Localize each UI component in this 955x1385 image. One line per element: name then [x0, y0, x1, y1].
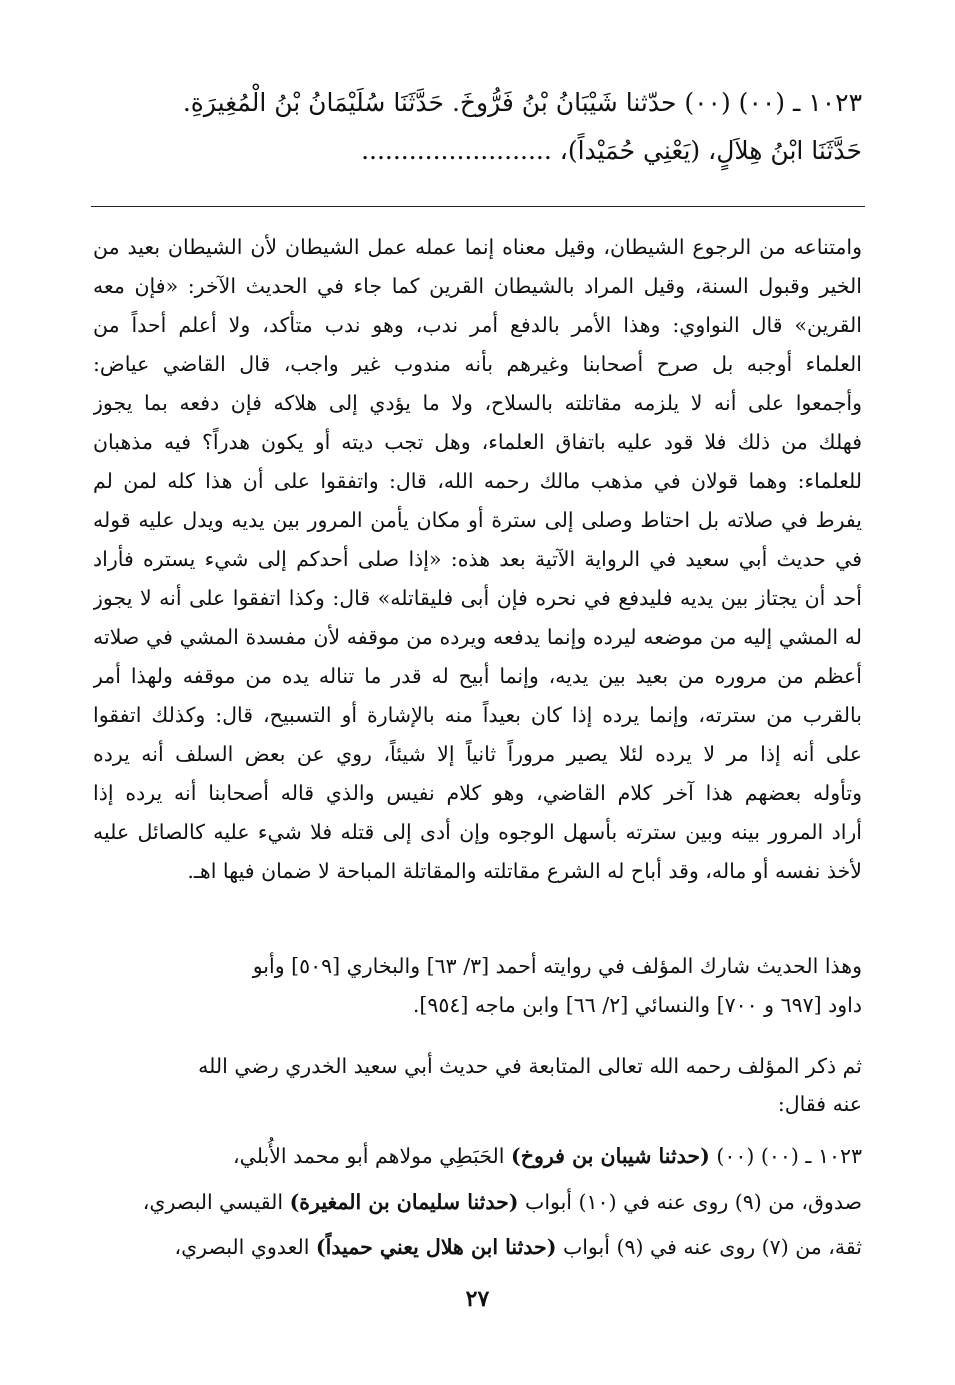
commentary-line: القرين» قال النواوي: وهذا الأمر بالدفع أمر ندب، وهو ندب متأكد، ولا أعلم أحداً من [93, 313, 862, 337]
hadith-line: ١٠٢٣ ـ (٠٠) (٠٠) حدّثنا شَيْبَانُ بْنُ فَرُّوخَ. حَدَّثَنَا سُلَيْمَانُ بْنُ الْمُغِيرَةِ. [182, 88, 862, 117]
commentary-line: لأخذ نفسه أو ماله، وقد أباح له الشرع مقاتلته والمقاتلة المباحة لا ضمان فيها اهـ. [187, 859, 862, 883]
commentary-line: له المشي إليه من موضعه ليرده وإنما يدفعه ويرده من موقفه لأن مفسدة المشي في صلاته [93, 625, 862, 649]
commentary-line: في حديث أبي سعيد في الرواية الآتية بعد هذه: «إذا صلى أحدكم إلى شيء يستره فأراد [93, 547, 862, 571]
commentary-line: بالقرب من سترته، وإنما يرده إذا كان بعيداً منه بالإشارة أو التسبيح، قال: وكذلك اتفقوا [93, 703, 862, 727]
narrator-line [93, 1227, 862, 1267]
narrator-line-prefix: ثقة، من (٧) روى عنه في (٩) أبواب [556, 1235, 862, 1259]
takhrij-line: وهذا الحديث شارك المؤلف في روايته أحمد [٣/ ٦٣] والبخاري [٥٠٩] وأبو [252, 954, 862, 978]
narrator-line [93, 1182, 862, 1222]
hadith-line: حَدَّثَنَا ابْنُ هِلاَلٍ، (يَعْنِي حُمَيْداً)، ........................ [361, 136, 862, 165]
commentary-line: الخير وقبول السنة، وقيل المراد بالشيطان القرين كما جاء في الحديث الآخر: «فإن معه [93, 274, 862, 298]
transition-line: ثم ذكر المؤلف رحمه الله تعالى المتابعة في حديث أبي سعيد الخدري رضي الله [198, 1054, 862, 1078]
narrator-quote: (حدثنا سليمان بن المغيرة) [289, 1190, 519, 1214]
commentary-line: وامتناعه من الرجوع الشيطان، وقيل معناه إنما عمله عمل الشيطان لأن الشيطان بعيد من [93, 235, 862, 259]
narrator-line-suffix: القيسي البصري، [142, 1190, 290, 1214]
narrator-quote: (حدثنا ابن هلال يعني حميداً) [315, 1235, 557, 1259]
transition-line: عنه فقال: [777, 1092, 862, 1116]
commentary-line: العلماء أوجبه بل صرح أصحابنا وغيرهم بأنه مندوب غير واجب، قال القاضي عياض: [93, 352, 862, 376]
commentary-line: يفرط في صلاته بل احتاط وصلى إلى سترة أو مكان يأمن المرور بين يديه ويدل عليه قوله [93, 508, 862, 532]
narrator-line-prefix: صدوق، من (٩) روى عنه في (١٠) أبواب [518, 1190, 862, 1214]
takhrij-line: داود [٦٩٧ و ٧٠٠] والنسائي [٢/ ٦٦] وابن ماجه [٩٥٤]. [412, 993, 862, 1017]
commentary-line: وأجمعوا على أنه لا يلزمه مقاتلته بالسلاح، ولا ما يؤدي إلى هلاكه فإن دفعه بما يجوز [93, 391, 862, 415]
commentary-line: أراد المرور بينه وبين سترته بأسهل الوجوه وإن أدى إلى قتله فلا شيء عليه كالصائل عليه [93, 820, 862, 844]
footnote-divider [91, 206, 865, 207]
narrator-line [93, 1136, 862, 1176]
page-number: ٢٧ [465, 1286, 490, 1312]
narrator-line-suffix: العدوي البصري، [174, 1235, 316, 1259]
commentary-line: وتأوله بعضهم هذا آخر كلام القاضي، وهو كلام نفيس والذي قاله أصحابنا أنه يرده إذا [93, 781, 862, 805]
commentary-line: أحد أن يجتاز بين يديه فليدفع في نحره فإن أبى فليقاتله» قال: وكذا اتفقوا على أنه لا يجوز [93, 586, 862, 610]
narrator-quote: (حدثنا شيبان بن فروخ) [511, 1144, 710, 1168]
commentary-line: على أنه إذا مر لا يرده لئلا يصير مروراً ثانياً إلا شيئاً، روي عن بعض السلف أنه يرده [93, 742, 862, 766]
commentary-line: فهلك من ذلك فلا قود عليه باتفاق العلماء، وهل تجب ديته أو يكون هدراً؟ فيه مذهبان [93, 430, 862, 454]
commentary-line: للعلماء: وهما قولان في مذهب مالك رحمه الله، قال: واتفقوا على أن هذا كله لمن لم [93, 469, 862, 493]
narrator-line-suffix: الحَبَطِي مولاهم أبو محمد الأُبلي، [233, 1144, 512, 1168]
commentary-line: أعظم من مروره من بعيد بين يديه، وإنما أبيح له قدر ما تناله يده من موقفه ولهذا أمر [93, 664, 862, 688]
narrator-line-prefix: ١٠٢٣ ـ (٠٠) (٠٠) [709, 1144, 862, 1168]
